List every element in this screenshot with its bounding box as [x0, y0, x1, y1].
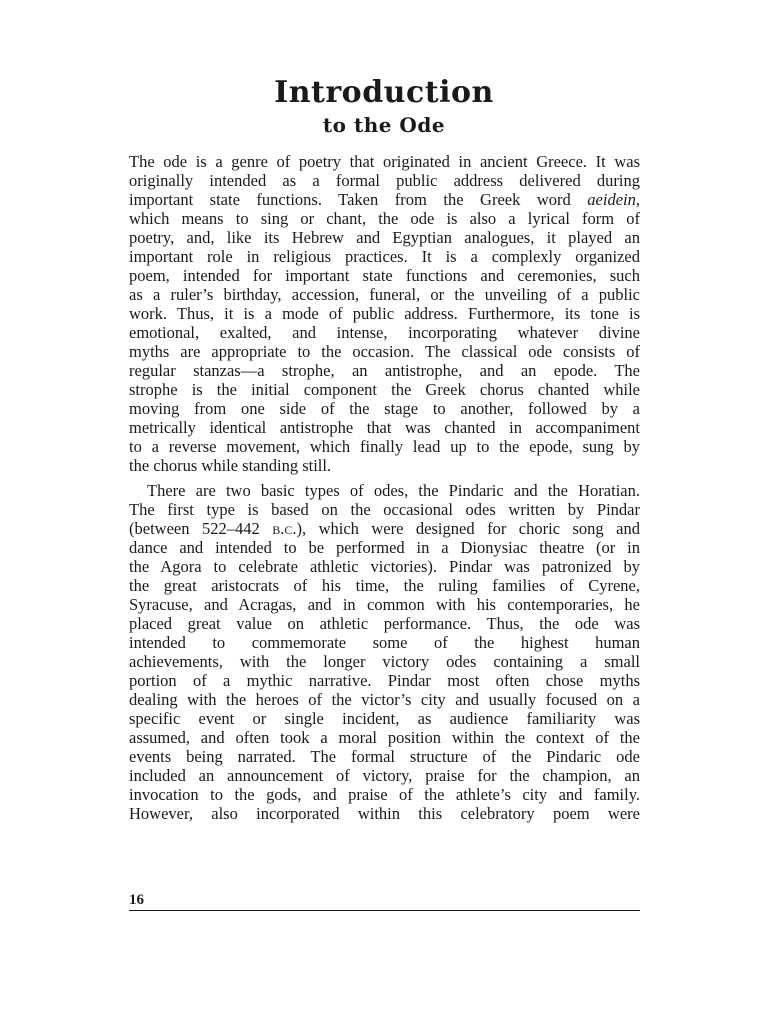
chapter-title: Introduction — [274, 75, 494, 110]
text-line: Syracuse, and Acragas, and in common with his contemporaries, he — [129, 595, 640, 614]
text-line: emotional, exalted, and intense, incorporating whatever divine — [129, 323, 640, 342]
text-line: originally intended as a formal public address delivered during — [129, 171, 640, 190]
chapter-heading — [0, 74, 768, 138]
text-line: specific event or single incident, as audience familiarity was — [129, 709, 640, 728]
text-line — [129, 190, 640, 209]
text-segment: ), which were designed for choric song and — [296, 519, 640, 538]
text-line: regular stanzas—a strophe, an antistrophe, and an epode. The — [129, 361, 640, 380]
text-line: events being narrated. The formal structure of the Pindaric ode — [129, 747, 640, 766]
text-line: However, also incorporated within this celebratory poem were — [129, 804, 640, 823]
text-line: strophe is the initial component the Greek chorus chanted while — [129, 380, 640, 399]
page-number: 16 — [129, 892, 144, 908]
text-line: which means to sing or chant, the ode is also a lyrical form of — [129, 209, 640, 228]
text-line: intended to commemorate some of the highest human — [129, 633, 640, 652]
text-line: important role in religious practices. It is a complexly organized — [129, 247, 640, 266]
text-line: moving from one side of the stage to another, followed by a — [129, 399, 640, 418]
text-line: the great aristocrats of his time, the ruling families of Cyrene, — [129, 576, 640, 595]
text-line: myths are appropriate to the occasion. The classical ode consists of — [129, 342, 640, 361]
era-abbreviation: b.c. — [272, 519, 297, 538]
text-line: placed great value on athletic performance. Thus, the ode was — [129, 614, 640, 633]
text-line: invocation to the gods, and praise of the athlete’s city and family. — [129, 785, 640, 804]
text-line: the Agora to celebrate athletic victories). Pindar was patronized by — [129, 557, 640, 576]
text-line: work. Thus, it is a mode of public address. Furthermore, its tone is — [129, 304, 640, 323]
text-line: dealing with the heroes of the victor’s city and usually focused on a — [129, 690, 640, 709]
text-line: included an announcement of victory, praise for the champion, an — [129, 766, 640, 785]
paragraph-2 — [129, 481, 640, 823]
text-line: The ode is a genre of poetry that originated in ancient Greece. It was — [129, 152, 640, 171]
text-segment: important state functions. Taken from the Greek word — [129, 190, 588, 209]
text-line: The first type is based on the occasional odes written by Pindar — [129, 500, 640, 519]
paragraph-1 — [129, 152, 640, 475]
text-segment: (between 522–442 — [129, 519, 273, 538]
italic-term: aeidein, — [587, 190, 640, 209]
text-line: dance and intended to be performed in a Dionysiac theatre (or in — [129, 538, 640, 557]
body-text — [129, 152, 640, 823]
text-line: to a reverse movement, which finally lead up to the epode, sung by — [129, 437, 640, 456]
text-line: the chorus while standing still. — [129, 456, 332, 475]
text-line: assumed, and often took a moral position within the context of the — [129, 728, 640, 747]
text-line: poem, intended for important state functions and ceremonies, such — [129, 266, 640, 285]
text-line — [129, 519, 640, 538]
text-line: as a ruler’s birthday, accession, funeral, or the unveiling of a public — [129, 285, 640, 304]
text-line: portion of a mythic narrative. Pindar most often chose myths — [129, 671, 640, 690]
chapter-subtitle: to the Ode — [322, 113, 446, 137]
page-footer — [129, 891, 640, 911]
text-line: metrically identical antistrophe that was chanted in accompaniment — [129, 418, 640, 437]
text-line: poetry, and, like its Hebrew and Egyptian analogues, it played an — [129, 228, 640, 247]
text-line: There are two basic types of odes, the Pindaric and the Horatian. — [147, 481, 640, 500]
text-line: achievements, with the longer victory odes containing a small — [129, 652, 640, 671]
